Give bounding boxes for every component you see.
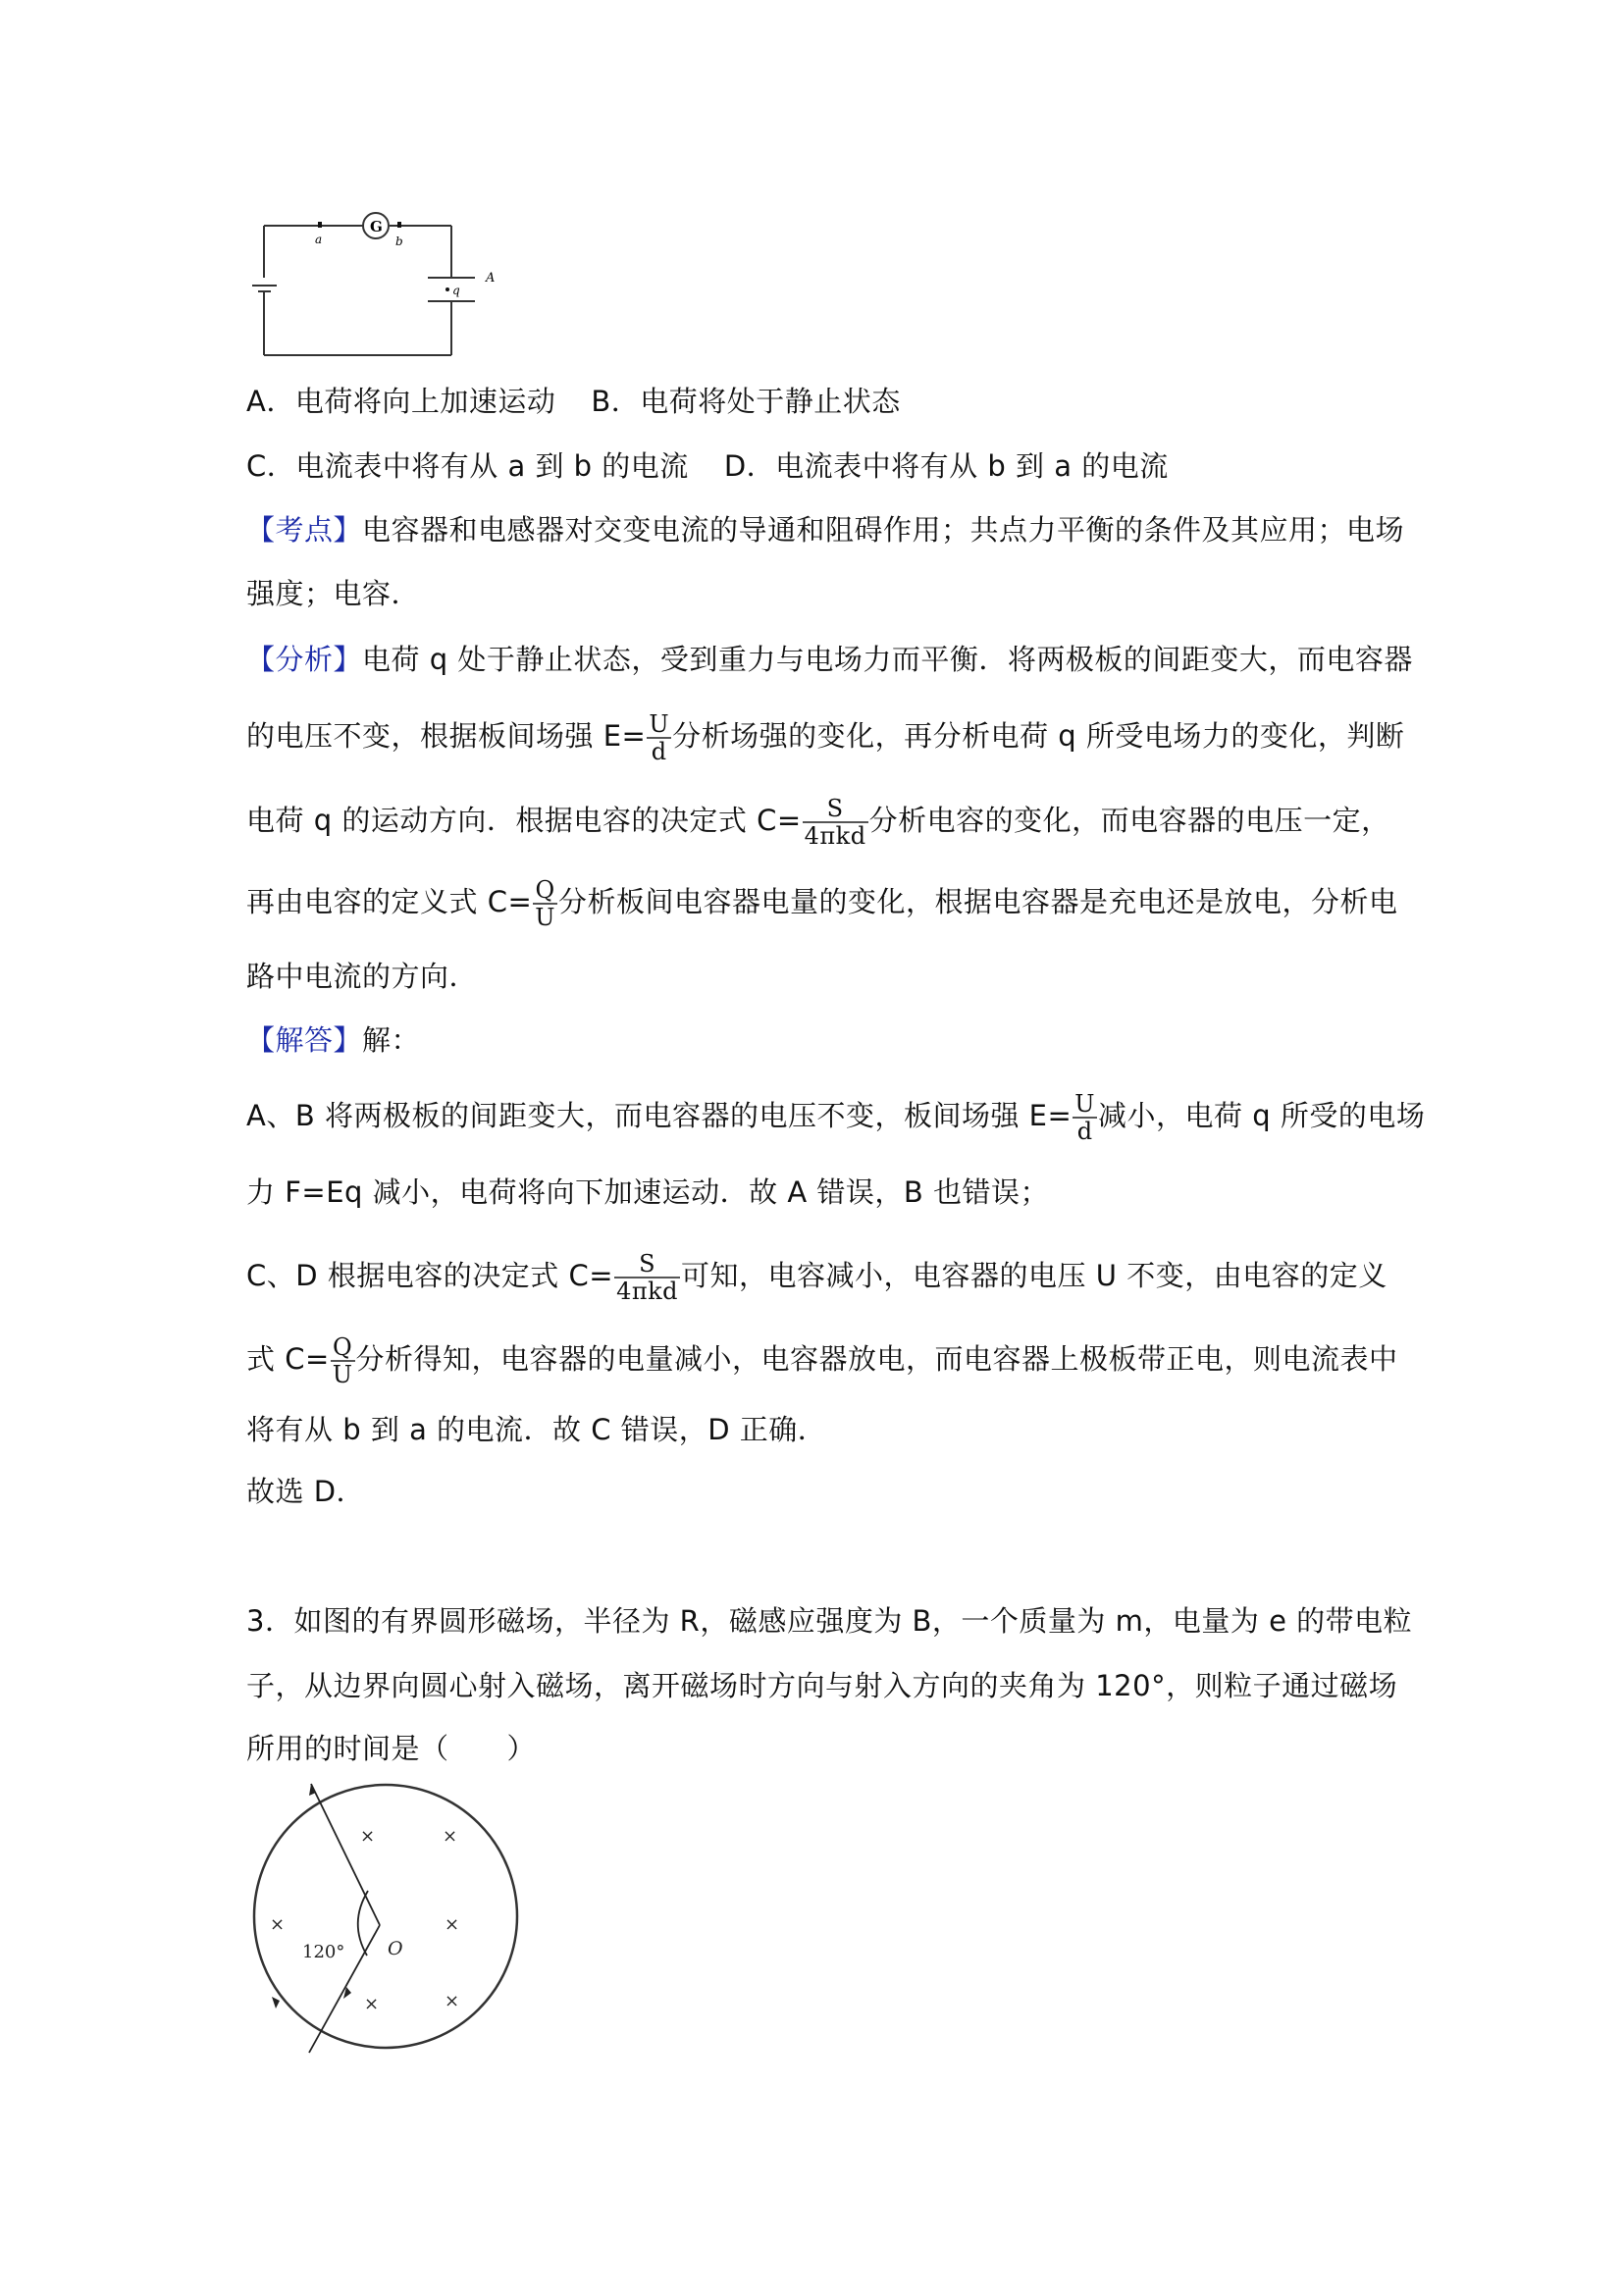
frac-num: Q (535, 876, 555, 904)
frac-num: S (639, 1250, 656, 1278)
jieda-tag: 【解答】 (246, 1023, 363, 1057)
galvanometer-label: G (370, 218, 383, 235)
fraction-E-2 (1073, 1091, 1097, 1144)
fenxi-text-1: 电荷 q 处于静止状态，受到重力与电场力而平衡．将两极板的间距变大，而电容器 (362, 643, 1413, 676)
kaodian-line-1 (246, 510, 1404, 549)
option-a: A．电荷将向上加速运动 (246, 385, 556, 418)
charge-q-label: q (452, 284, 460, 297)
q3-line-3 (246, 1729, 536, 1768)
option-d: D．电流表中将有从 b 到 a 的电流 (723, 449, 1169, 483)
jieda-text-1b: 减小，电荷 q 所受的电场 (1098, 1099, 1426, 1132)
field-mark: × (443, 1826, 458, 1847)
fraction-C-define-2 (331, 1334, 355, 1387)
frac-den: d (1073, 1117, 1097, 1144)
jieda-line-1 (246, 1091, 1425, 1144)
fenxi-text-2b: 分析场强的变化，再分析电荷 q 所受电场力的变化，判断 (672, 719, 1405, 753)
fraction-E (647, 711, 671, 764)
field-mark: × (445, 1914, 460, 1935)
fraction-C-decide-2 (614, 1251, 680, 1304)
fraction-C-decide (803, 796, 868, 849)
frac-den: d (647, 737, 671, 764)
field-mark: × (360, 1826, 376, 1847)
point-b-label: b (395, 235, 403, 248)
jieda-text-1a: A、B 将两极板的间距变大，而电容器的电压不变，板间场强 E= (246, 1099, 1073, 1132)
fenxi-line-5 (246, 957, 478, 996)
option-row-ab (246, 382, 901, 421)
jieda-text-3a: C、D 根据电容的决定式 C= (246, 1259, 614, 1292)
frac-den: 4πkd (616, 1278, 679, 1305)
field-mark: × (445, 1991, 460, 2011)
option-row-cd (246, 446, 1169, 486)
kaodian-line-2 (246, 574, 420, 613)
jieda-line-4 (246, 1334, 1398, 1387)
magnetic-field-diagram (250, 1781, 535, 2075)
fenxi-text-3b: 分析电容的变化，而电容器的电压一定， (868, 804, 1390, 837)
fenxi-line-2 (246, 711, 1404, 764)
frac-den: U (535, 904, 556, 931)
arrow-icon (272, 1997, 280, 2009)
fenxi-line-1 (246, 640, 1413, 679)
jieda-text-4b: 分析得知，电容器的电量减小，电容器放电，而电容器上极板带正电，则电流表中 (355, 1342, 1398, 1376)
jieda-line-2 (246, 1173, 1049, 1212)
answer-line (246, 1472, 365, 1511)
jieda-line-head (246, 1020, 420, 1060)
q3-text-1: 3．如图的有界圆形磁场，半径为 R，磁感应强度为 B，一个质量为 m，电量为 e 的带电粒 (246, 1604, 1413, 1638)
center-label: O (388, 1938, 403, 1959)
frac-num: Q (333, 1333, 353, 1361)
fenxi-text-2a: 的电压不变，根据板间场强 E= (246, 719, 647, 753)
jieda-text-4a: 式 C= (246, 1342, 330, 1376)
field-boundary-circle (254, 1785, 517, 2048)
fenxi-tag: 【分析】 (246, 643, 363, 676)
fenxi-line-3 (246, 796, 1390, 849)
fenxi-line-4 (246, 877, 1398, 930)
q3-line-2 (246, 1666, 1397, 1705)
q3-text-3: 所用的时间是（ ） (246, 1732, 537, 1765)
circuit-diagram (250, 211, 496, 368)
fenxi-text-4b: 分析板间电容器电量的变化，根据电容器是充电还是放电，分析电 (558, 885, 1398, 918)
jieda-text-5: 将有从 b 到 a 的电流．故 C 错误，D 正确． (246, 1413, 827, 1446)
jieda-text-2: 力 F=Eq 减小，电荷将向下加速运动．故 A 错误，B 也错误； (246, 1175, 1050, 1209)
jieda-head: 解： (362, 1023, 421, 1057)
fenxi-text-3a: 电荷 q 的运动方向．根据电容的决定式 C= (246, 804, 802, 837)
angle-label: 120° (302, 1942, 345, 1962)
jieda-text-3b: 可知，电容减小，电容器的电压 U 不变，由电容的定义 (681, 1259, 1387, 1292)
q3-line-1 (246, 1601, 1412, 1641)
fraction-C-define (533, 877, 557, 930)
jieda-line-3 (246, 1251, 1387, 1304)
q3-text-2: 子，从边界向圆心射入磁场，离开磁场时方向与射入方向的夹角为 120°，则粒子通过磁场 (246, 1669, 1398, 1702)
plate-a-label: A (486, 271, 496, 286)
option-b: B．电荷将处于静止状态 (591, 385, 901, 418)
option-c: C．电流表中将有从 a 到 b 的电流 (246, 449, 689, 483)
answer-text: 故选 D． (246, 1475, 366, 1508)
fenxi-text-4a: 再由电容的定义式 C= (246, 885, 533, 918)
field-mark: × (270, 1914, 286, 1935)
kaodian-text: 电容器和电感器对交变电流的导通和阻碍作用；共点力平衡的条件及其应用；电场 (362, 513, 1405, 547)
point-a-label: a (315, 233, 323, 246)
frac-num: U (1074, 1090, 1096, 1118)
jieda-line-5 (246, 1410, 826, 1449)
frac-den: 4πkd (804, 822, 866, 850)
kaodian-tag: 【考点】 (246, 513, 363, 547)
kaodian-text-2: 强度；电容． (246, 577, 421, 610)
frac-den: U (332, 1361, 353, 1388)
fenxi-text-5: 路中电流的方向． (246, 960, 479, 993)
frac-num: S (826, 795, 844, 822)
field-mark: × (364, 1994, 380, 2014)
frac-num: U (649, 710, 670, 738)
